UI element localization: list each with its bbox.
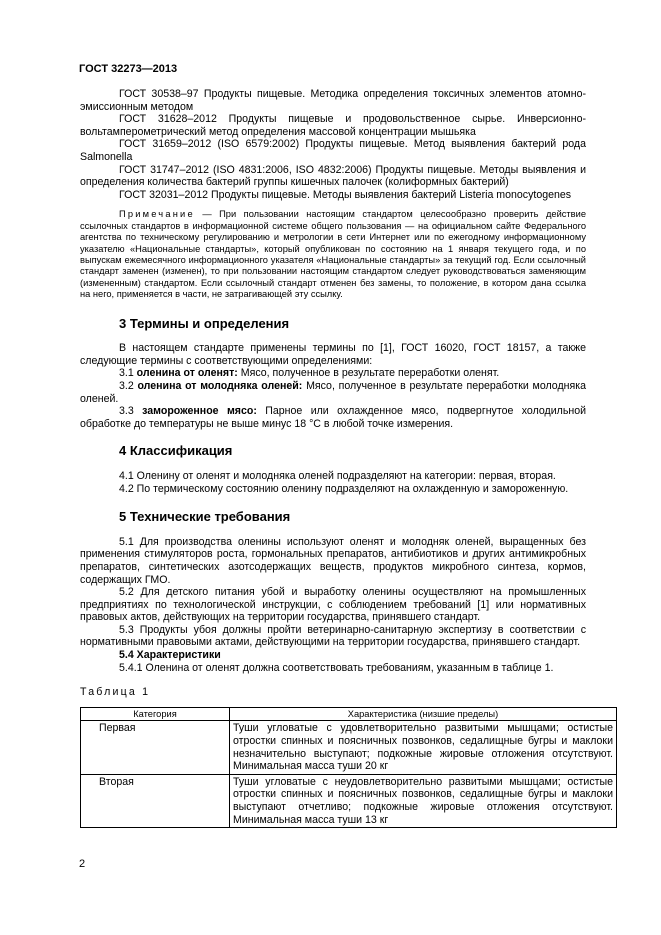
reference-item: ГОСТ 31747–2012 (ISO 4831:2006, ISO 4832:2006) Продукты пищевые. Методы выявления и определения количества бактерий группы кишечных палочек (колиформных бактерий) bbox=[80, 163, 586, 189]
characteristics-table bbox=[80, 707, 617, 828]
term-definition bbox=[80, 405, 586, 430]
category-cell: Вторая bbox=[81, 774, 230, 827]
requirement-paragraph: 5.3 Продукты убоя должны пройти ветеринарно-санитарную экспертизу в соответствии с нормативными правовыми актами, действующими на территории государства, принявшего стандарт. bbox=[80, 623, 586, 649]
note-paragraph bbox=[80, 209, 586, 300]
term-number: 3.3 bbox=[119, 405, 143, 418]
term-name: замороженное мясо: bbox=[142, 405, 257, 418]
requirement-paragraph: 5.4.1 Оленина от оленят должна соответствовать требованиям, указанным в таблице 1. bbox=[119, 661, 554, 674]
requirement-paragraph: 5.2 Для детского питания убой и выработку оленины осуществляют на промышленных предприятиях по технологической инструкции, с соблюдением требований [1] или нормативных правовых актов, действующих на территории государства, принявшего стандарт. bbox=[80, 586, 586, 624]
table-row bbox=[81, 774, 617, 827]
term-number: 3.1 bbox=[119, 367, 137, 380]
classification-item: 4.1 Оленину от оленят и молодняка оленей подразделяют на категории: первая, вторая. bbox=[119, 469, 556, 482]
reference-item: ГОСТ 31659–2012 (ISO 6579:2002) Продукты пищевые. Метод выявления бактерий рода Salmonella bbox=[80, 138, 586, 163]
note-text: — При пользовании настоящим стандартом целесообразно проверить действие ссылочных стандартов в информационной системе общего пользования — на официальном сайте Федерального агентства по техническому регулированию и метрологии в сети Интернет или по ежегодному информационному указателю «Национальные стандарты», который опубликован по состоянию на 1 января текущего года, и по выпускам ежемесячного информационного указателя «Национальные стандарты» за текущий год. Если ссылочный стандарт заменен (изменен), то при пользовании настоящим стандартом следует руководствоваться заменяющим (измененным) стандартом. Если ссылочный стандарт отменен без замены, то положение, в котором дана ссылка на него, применяется в части, не затрагивающей эту ссылку. bbox=[80, 209, 586, 300]
note-label: Примечание bbox=[119, 209, 195, 220]
subsection-heading: 5.4 Характеристики bbox=[119, 649, 221, 662]
term-text: Мясо, полученное в результате переработки оленят. bbox=[237, 367, 500, 380]
reference-item: ГОСТ 31628–2012 Продукты пищевые и продовольственное сырье. Инверсионно-вольтамперометрический метод определения массовой концентрации мышьяка bbox=[80, 113, 586, 138]
table-header-row bbox=[81, 707, 617, 721]
characteristic-cell: Туши угловатые с неудовлетворительно развитыми мышцами; остистые отростки спинных и поясничных позвонков, седалищные бугры и маклоки выступают отчетливо; подкожные жировые отложения отсутствуют. Минимальная масса туши 13 кг bbox=[230, 774, 617, 827]
column-header-characteristic: Характеристика (низшие пределы) bbox=[230, 707, 617, 721]
term-definition bbox=[80, 380, 586, 405]
section-4-heading: 4 Классификация bbox=[119, 443, 233, 459]
term-name: оленина от молодняка оленей: bbox=[137, 379, 303, 392]
term-text: Мясо, полученное в результате переработки молодняка оленей. bbox=[80, 379, 586, 405]
reference-item: ГОСТ 32031–2012 Продукты пищевые. Методы выявления бактерий Listeria monocytogenes bbox=[119, 188, 572, 201]
section-3-heading: 3 Термины и определения bbox=[119, 315, 290, 331]
classification-item: 4.2 По термическому состоянию оленину подразделяют на охлажденную и замороженную. bbox=[119, 482, 569, 495]
section-5-heading: 5 Технические требования bbox=[119, 509, 291, 525]
characteristic-cell: Туши угловатые с удовлетворительно развитыми мышцами; остистые отростки спинных и поясничных позвонков, седалищные бугры и маклоки незначительно выступают; подкожные жировые отложения отсутствуют. Минимальная масса туши 20 кг bbox=[230, 721, 617, 774]
term-definition bbox=[80, 367, 586, 380]
reference-item: ГОСТ 30538–97 Продукты пищевые. Методика определения токсичных элементов атомно-эмиссионным методом bbox=[80, 88, 586, 113]
term-number: 3.2 bbox=[119, 379, 138, 392]
category-cell: Первая bbox=[81, 721, 230, 774]
page-number: 2 bbox=[79, 858, 86, 870]
term-name: оленина от оленят: bbox=[136, 367, 238, 380]
column-header-category: Категория bbox=[81, 707, 230, 721]
section-3-intro: В настоящем стандарте применены термины по [1], ГОСТ 16020, ГОСТ 18157, а также следующие термины с соответствующими определениями: bbox=[80, 342, 586, 367]
document-body bbox=[80, 88, 613, 828]
requirement-paragraph: 5.1 Для производства оленины используют оленят и молодняк оленей, выращенных без применения стимуляторов роста, гормональных препаратов, антибиотиков и других антимикробных препаратов, синтетических азотсодержащих веществ, продуктов микробного синтеза, кормов, содержащих ГМО. bbox=[80, 535, 586, 586]
table-row bbox=[81, 721, 617, 774]
document-code-header: ГОСТ 32273—2013 bbox=[79, 63, 178, 75]
term-text: Парное или охлажденное мясо, подвергнутое холодильной обработке до температуры не выше минус 18 °С в любой точке измерения. bbox=[80, 405, 587, 430]
table-caption: Таблица 1 bbox=[80, 686, 151, 699]
